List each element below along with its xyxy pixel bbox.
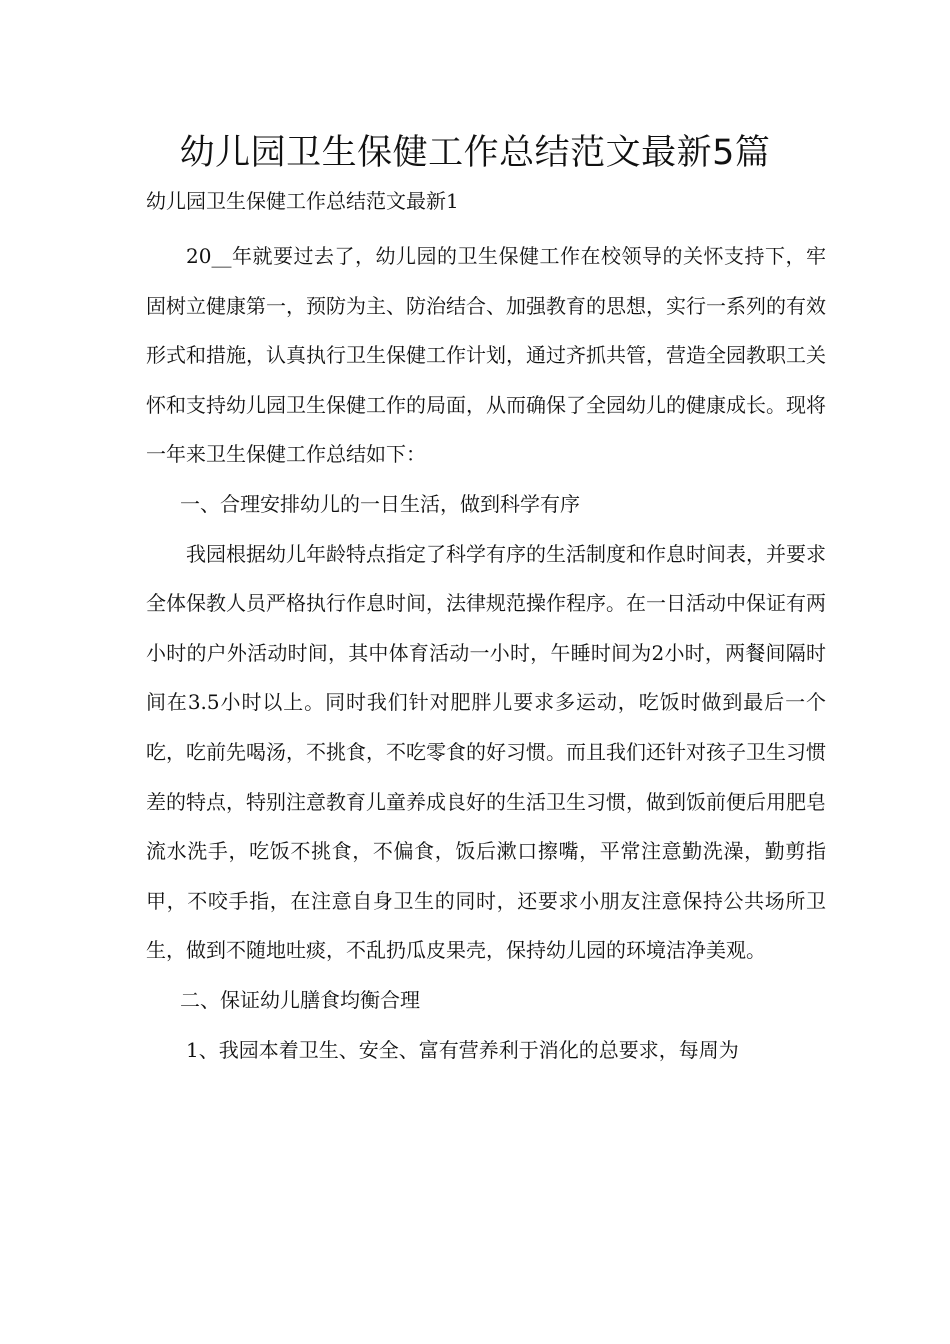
document-body	[146, 232, 826, 1075]
paragraph-diet: 1、我园本着卫生、安全、富有营养利于消化的总要求，每周为	[186, 1037, 739, 1062]
document-subtitle: 幼儿园卫生保健工作总结范文最新1	[146, 189, 459, 213]
section-heading-2: 二、保证幼儿膳食均衡合理	[180, 987, 420, 1012]
section-heading-1: 一、合理安排幼儿的一日生活，做到科学有序	[180, 491, 580, 516]
paragraph-daily-life: 我园根据幼儿年龄特点指定了科学有序的生活制度和作息时间表，并要求全体保教人员严格执行作息时间，法律规范操作程序。在一日活动中保证有两小时的户外活动时间，其中体育活动一小时，午睡时间为2小时，两餐间隔时间在3.5小时以上。同时我们针对肥胖儿要求多运动，吃饭时做到最后一个吃，吃前先喝汤，不挑食，不吃零食的好习惯。而且我们还针对孩子卫生习惯差的特点，特别注意教育儿童养成良好的生活卫生习惯，做到饭前便后用肥皂流水洗手，吃饭不挑食，不偏食，饭后漱口擦嘴，平常注意勤洗澡，勤剪指甲，不咬手指，在注意自身卫生的同时，还要求小朋友注意保持公共场所卫生，做到不随地吐痰，不乱扔瓜皮果壳，保持幼儿园的环境洁净美观。	[146, 541, 826, 963]
document-title: 幼儿园卫生保健工作总结范文最新5篇	[179, 133, 771, 173]
paragraph-intro: 20__年就要过去了，幼儿园的卫生保健工作在校领导的关怀支持下，牢固树立健康第一，预防为主、防治结合、加强教育的思想，实行一系列的有效形式和措施，认真执行卫生保健工作计划，通过齐抓共管，营造全园教职工关怀和支持幼儿园卫生保健工作的局面，从而确保了全园幼儿的健康成长。现将一年来卫生保健工作总结如下：	[146, 244, 826, 467]
